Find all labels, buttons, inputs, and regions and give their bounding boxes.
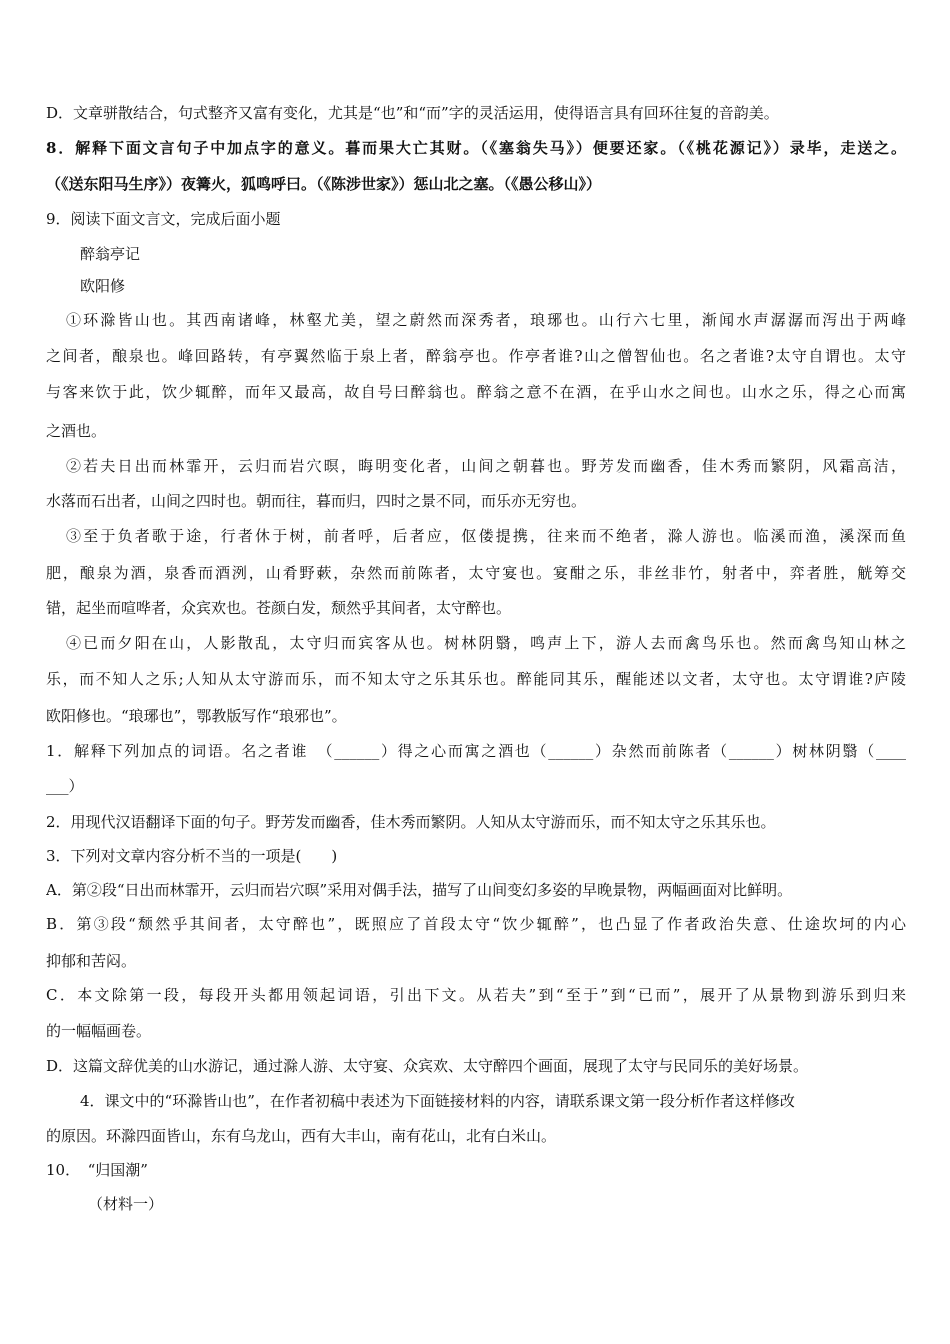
essay-paragraph-1: 与客来饮于此，饮少辄醉，而年又最高，故自号曰醉翁也。醉翁之意不在酒，在乎山水之间也。山水之乐，得之心而寓 xyxy=(46,383,906,401)
question-10-heading: 10． “归国潮” xyxy=(46,1161,148,1179)
essay-paragraph-2: 水落而石出者，山间之四时也。朝而往，暮而归，四时之景不同，而乐亦无穷也。 xyxy=(46,492,587,510)
option-c: C．本文除第一段，每段开头都用领起词语，引出下文。从若夫”到“至于”到“已而”，展开了从景物到游乐到归来 xyxy=(46,986,906,1004)
option-b: B．第③段“颓然乎其间者，太守醉也”，既照应了首段太守“饮少辄醉”，也凸显了作者政治失意、仕途坎坷的内心 xyxy=(46,915,906,933)
subquestion-4: 4．课文中的“环滁皆山也”，在作者初稿中表述为下面链接材料的内容，请联系课文第一段分析作者这样修改 xyxy=(80,1092,795,1110)
subquestion-1: ___） xyxy=(46,777,84,795)
essay-paragraph-4: 欧阳修也。“琅琊也”，鄂教版写作“琅邪也”。 xyxy=(46,707,347,725)
essay-paragraph-4: 乐，而不知人之乐;人知从太守游而乐，而不知太守之乐其乐也。醉能同其乐，醒能述以文者，太守也。太守谓谁?庐陵 xyxy=(46,670,906,688)
material-1-label: （材料一） xyxy=(88,1195,164,1213)
essay-paragraph-4: ④已而夕阳在山，人影散乱，太守归而宾客从也。树林阴翳，鸣声上下，游人去而禽鸟乐也。然而禽鸟知山林之 xyxy=(66,634,906,652)
option-d-text-8: D．文章骈散结合，句式整齐又富有变化，尤其是“也”和“而”字的灵活运用，使得语言具有回环往复的音韵美。 xyxy=(46,104,779,122)
subquestion-4: 的原因。环滁四面皆山，东有乌龙山，西有大丰山，南有花山，北有白米山。 xyxy=(46,1127,557,1145)
essay-paragraph-1: 之酒也。 xyxy=(46,422,107,440)
question-8-line-2: （《送东阳马生序》）夜篝火，狐鸣呼曰。（《陈涉世家》）惩山北之塞。（《愚公移山》） xyxy=(46,175,602,193)
essay-title: 醉翁亭记 xyxy=(80,245,141,263)
option-a: A．第②段“日出而林霏开，云归而岩穴暝”采用对偶手法，描写了山间变幻多姿的早晚景物，两幅画面对比鲜明。 xyxy=(46,881,793,899)
essay-paragraph-3: 肥，酿泉为酒，泉香而酒洌，山肴野蔌，杂然而前陈者，太守宴也。宴酣之乐，非丝非竹，射者中，弈者胜，觥筹交 xyxy=(46,564,906,582)
option-d: D．这篇文辞优美的山水游记，通过滁人游、太守宴、众宾欢、太守醉四个画面，展现了太守与民同乐的美好场景。 xyxy=(46,1057,809,1075)
question-9-heading: 9．阅读下面文言文，完成后面小题 xyxy=(46,210,281,228)
subquestion-3: 3．下列对文章内容分析不当的一项是( ) xyxy=(46,847,338,865)
essay-paragraph-1: ①环滁皆山也。其西南诸峰，林壑尤美，望之蔚然而深秀者，琅琊也。山行六七里，渐闻水声潺潺而泻出于两峰 xyxy=(66,311,906,329)
option-b: 抑郁和苦闷。 xyxy=(46,952,137,970)
subquestion-2: 2．用现代汉语翻译下面的句子。野芳发而幽香，佳木秀而繁阴。人知从太守游而乐，而不知太守之乐其乐也。 xyxy=(46,813,776,831)
essay-paragraph-3: ③至于负者歌于途，行者休于树，前者呼，后者应，伛偻提携，往来而不绝者，滁人游也。临溪而渔，溪深而鱼 xyxy=(66,527,906,545)
option-c: 的一幅幅画卷。 xyxy=(46,1022,152,1040)
question-8-line-1: 8．解释下面文言句子中加点字的意义。暮而果大亡其财。（《塞翁失马》）便要还家。（《桃花源记》）录毕，走送之。 xyxy=(46,139,906,157)
essay-paragraph-2: ②若夫日出而林霏开，云归而岩穴暝，晦明变化者，山间之朝暮也。野芳发而幽香，佳木秀而繁阴，风霜高洁， xyxy=(66,457,906,475)
essay-paragraph-1: 之间者，酿泉也。峰回路转，有亭翼然临于泉上者，醉翁亭也。作亭者谁?山之僧智仙也。名之者谁?太守自谓也。太守 xyxy=(46,347,906,365)
essay-author: 欧阳修 xyxy=(80,277,126,295)
essay-paragraph-3: 错，起坐而喧哗者，众宾欢也。苍颜白发，颓然乎其间者，太守醉也。 xyxy=(46,599,512,617)
subquestion-1: 1．解释下列加点的词语。名之者谁 （______）得之心而寓之酒也（______）杂然而前陈者（______）树林阴翳（____ xyxy=(46,742,906,760)
